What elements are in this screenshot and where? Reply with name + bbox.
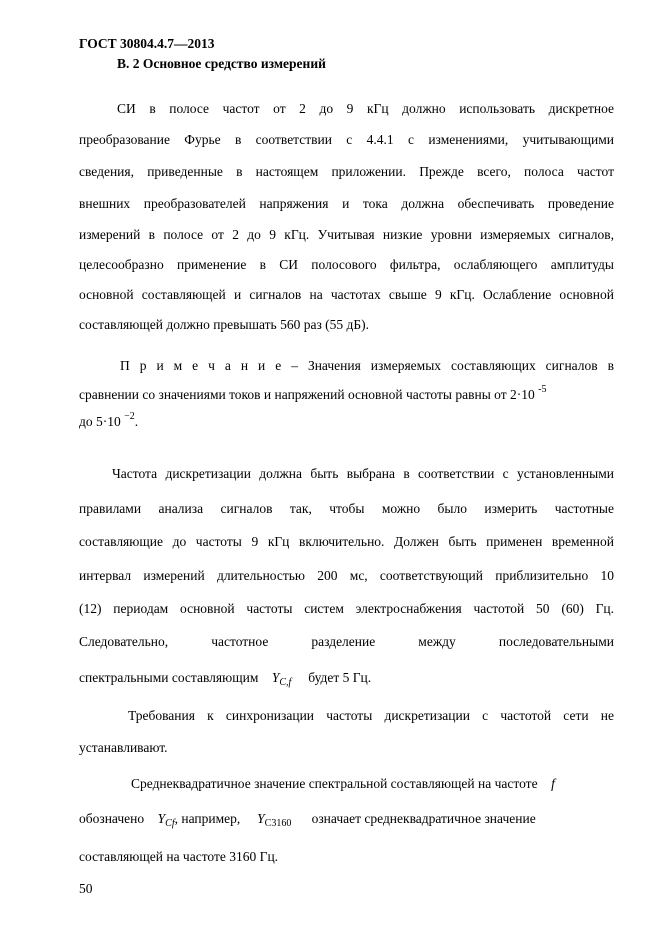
symbol-y: Y (271, 670, 280, 685)
p1-line: преобразование Фурье в соответствии с 4.4.1 с изменениями, учитывающими (79, 132, 614, 147)
note-line2-text: сравнении со значениями токов и напряжений основной частоты равны от 2·10 (79, 387, 535, 402)
p4-line (79, 811, 614, 829)
p1-line: составляющей должно превышать 560 раз (55 дБ). (79, 317, 370, 332)
note-line (79, 411, 614, 432)
p4-line2-b: , например, (174, 811, 241, 826)
note-period: . (134, 414, 139, 429)
section-title: В. 2 Основное средство измерений (117, 56, 326, 71)
p1-line: целесообразно применение в СИ полосового фильтра, ослабляющего амплитуды (79, 257, 614, 272)
symbol-subscript: C,f (279, 677, 292, 688)
p4-line2-a: обозначено (79, 811, 145, 826)
note-exponent: −2 (124, 411, 135, 422)
note-line: П р и м е ч а н и е – Значения измеряемых составляющих сигналов в (120, 358, 614, 373)
p4-line (131, 776, 614, 792)
p2-last-end: будет 5 Гц. (308, 670, 372, 685)
note-line (79, 384, 614, 405)
symbol-subscript: C3160 (264, 818, 292, 829)
p2-line: Частота дискретизации должна быть выбрана в соответствии с установленными (112, 466, 614, 481)
p2-line: правилами анализа сигналов так, чтобы можно было измерить частотные (79, 501, 614, 516)
symbol-y: Y (257, 811, 265, 826)
p1-line: внешних преобразователей напряжения и тока должна обеспечивать проведение (79, 196, 614, 211)
symbol-subscript: Cf (165, 818, 175, 829)
symbol-f: f (551, 776, 555, 791)
p2-line: (12) периодам основной частоты систем электроснабжения частотой 50 (60) Гц. (79, 601, 614, 616)
p1-line: основной составляющей и сигналов на частотах свыше 9 кГц. Ослабление основной (79, 287, 614, 302)
page-number: 50 (79, 881, 93, 896)
p1-line: измерений в полосе от 2 до 9 кГц. Учитывая низкие уровни измеряемых сигналов, (79, 227, 614, 242)
p2-line (79, 670, 614, 688)
symbol-y: Y (157, 811, 166, 826)
document-id: ГОСТ 30804.4.7—2013 (79, 36, 215, 51)
note-exponent: -5 (538, 384, 547, 395)
p3-line: Требования к синхронизации частоты дискретизации с частотой сети не (128, 708, 614, 723)
p4-line: составляющей на частоте 3160 Гц. (79, 849, 279, 864)
note-line3-text: до 5·10 (79, 414, 121, 429)
p2-line: интервал измерений длительностью 200 мс, соответствующий приблизительно 10 (79, 568, 614, 583)
p2-line: составляющие до частоты 9 кГц включительно. Должен быть применен временной (79, 534, 614, 549)
p2-line: Следовательно, частотное разделение между последовательными (79, 634, 614, 649)
p1-line: СИ в полосе частот от 2 до 9 кГц должно использовать дискретное (117, 101, 614, 116)
p4-line1-text: Среднеквадратичное значение спектральной составляющей на частоте (131, 776, 538, 791)
p1-line: сведения, приведенные в настоящем приложении. Прежде всего, полоса частот (79, 164, 614, 179)
p4-line2-c: означает среднеквадратичное значение (311, 811, 536, 826)
p2-last-text: спектральными составляющим (79, 670, 259, 685)
p3-line: устанавливают. (79, 740, 168, 755)
